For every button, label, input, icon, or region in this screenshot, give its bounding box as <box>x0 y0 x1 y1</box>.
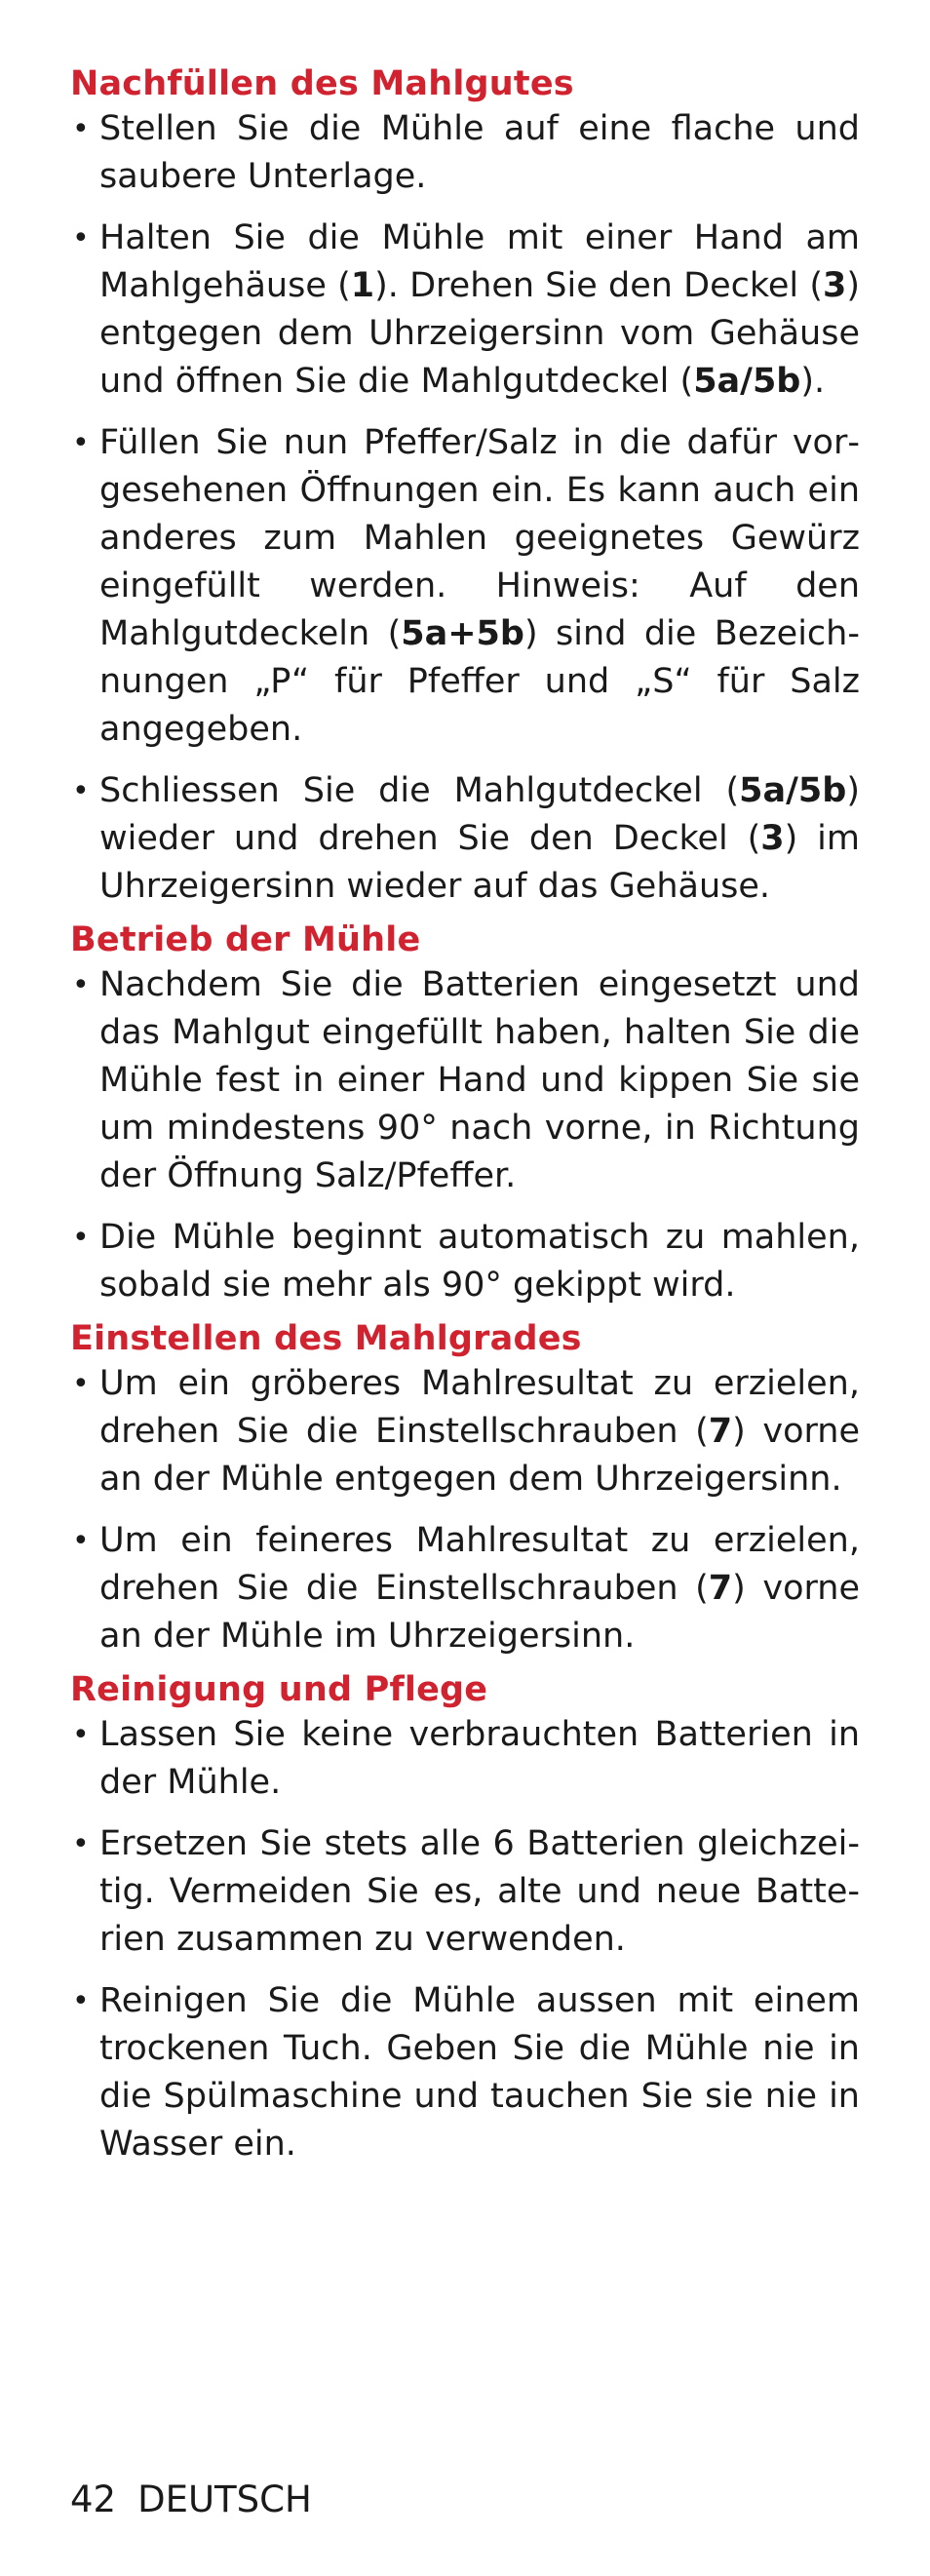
bullet-dot-icon: • <box>72 1827 90 1861</box>
part-reference: 7 <box>708 1569 733 1608</box>
bullet-list <box>70 105 860 911</box>
section-heading: Reinigung und Pflege <box>70 1670 488 1709</box>
bullet-item <box>70 1711 860 1807</box>
section-refill <box>70 62 860 911</box>
bullet-dot-icon: • <box>72 968 90 1002</box>
bullet-item <box>70 1517 860 1660</box>
section-heading: Einstellen des Mahlgrades <box>70 1319 582 1358</box>
bullet-dot-icon: • <box>72 1221 90 1255</box>
bullet-list <box>70 961 860 1309</box>
section-heading: Nachfüllen des Mahlgutes <box>70 64 574 103</box>
part-reference: 3 <box>760 819 785 858</box>
bullet-dot-icon: • <box>72 1718 90 1752</box>
part-reference: 5a+5b <box>401 614 524 653</box>
section-grind-setting <box>70 1317 860 1660</box>
text-run: Die Mühle beginnt automatisch zu mahlen, sobald sie mehr als 90° gekippt wird. <box>99 1218 860 1305</box>
page-number: 42 <box>70 2478 117 2520</box>
page-footer <box>70 2478 333 2521</box>
bullet-dot-icon: • <box>72 426 90 460</box>
text-run: ). Drehen Sie den Deckel ( <box>374 266 823 305</box>
bullet-item <box>70 1977 860 2168</box>
text-run: Schliessen Sie die Mahlgutdeckel ( <box>99 771 740 810</box>
part-reference: 5a/5b <box>739 771 847 810</box>
text-run: ) vorne an der Mühle im Uhrzeigersinn. <box>99 1569 860 1656</box>
bullet-list <box>70 1360 860 1660</box>
text-run: Um ein gröberes Mahlresultat zu erzielen, drehen Sie die Einstellschrauben ( <box>99 1364 860 1451</box>
bullet-list <box>70 1711 860 2168</box>
language-label: DEUTSCH <box>137 2478 312 2520</box>
text-run: ) im Uhrzeigersinn wieder auf das Gehäuse. <box>99 819 860 906</box>
bullet-dot-icon: • <box>72 774 90 808</box>
text-run: Halten Sie die Mühle mit einer Hand am Mahlgehäuse ( <box>99 218 860 305</box>
text-run: Füllen Sie nun Pfeffer/Salz in die dafür vorgesehenen Öffnungen ein. Es kann auch ein anderes zum Mahlen geeignetes Gewürz eingefüllt werden. Hinweis: Auf den Mahlgutdeckeln ( <box>99 423 860 653</box>
bullet-item <box>70 1214 860 1309</box>
text-run: ) entgegen dem Uhrzeigersinn vom Gehäuse und öffnen Sie die Mahlgutdeckel ( <box>99 266 860 401</box>
text-run: ) sind die Bezeichnungen „P“ für Pfeffer und „S“ für Salz angegeben. <box>99 614 860 749</box>
bullet-item <box>70 215 860 406</box>
bullet-item <box>70 1360 860 1503</box>
text-run: ). <box>800 362 826 401</box>
bullet-item <box>70 105 860 201</box>
text-run: Reinigen Sie die Mühle aussen mit einem trockenen Tuch. Geben Sie die Mühle nie in die Spülmaschine und tauchen Sie sie nie in Wasser ein. <box>99 1981 860 2164</box>
bullet-dot-icon: • <box>72 1524 90 1558</box>
text-run: Stellen Sie die Mühle auf eine flache und saubere Unterlage. <box>99 109 860 196</box>
bullet-item <box>70 419 860 754</box>
bullet-dot-icon: • <box>72 1984 90 2018</box>
section-heading: Betrieb der Mühle <box>70 920 421 959</box>
section-cleaning <box>70 1668 860 2168</box>
bullet-item <box>70 1820 860 1964</box>
bullet-item <box>70 767 860 911</box>
section-operation <box>70 918 860 1309</box>
text-run: Ersetzen Sie stets alle 6 Batterien gleichzeitig. Vermeiden Sie es, alte und neue Batterien zusammen zu verwenden. <box>99 1824 860 1959</box>
part-reference: 7 <box>708 1412 733 1451</box>
text-run: ) wieder und drehen Sie den Deckel ( <box>99 771 860 858</box>
part-reference: 5a/5b <box>693 362 801 401</box>
bullet-dot-icon: • <box>72 1367 90 1401</box>
text-run: Nachdem Sie die Batterien eingesetzt und das Mahlgut eingefüllt haben, halten Sie die Mühle fest in einer Hand und kippen Sie sie um mindestens 90° nach vorne, in Richtung der Öffnung Salz/Pfeffer. <box>99 965 860 1195</box>
text-run: ) vorne an der Mühle entgegen dem Uhrzeigersinn. <box>99 1412 860 1499</box>
text-run: Um ein feineres Mahlresultat zu erzielen, drehen Sie die Einstellschrauben ( <box>99 1521 860 1608</box>
manual-page-content <box>70 62 860 2176</box>
part-reference: 3 <box>822 266 847 305</box>
bullet-dot-icon: • <box>72 221 90 255</box>
text-run: Lassen Sie keine verbrauchten Batterien in der Mühle. <box>99 1715 860 1802</box>
bullet-item <box>70 961 860 1200</box>
part-reference: 1 <box>350 266 375 305</box>
bullet-dot-icon: • <box>72 112 90 146</box>
